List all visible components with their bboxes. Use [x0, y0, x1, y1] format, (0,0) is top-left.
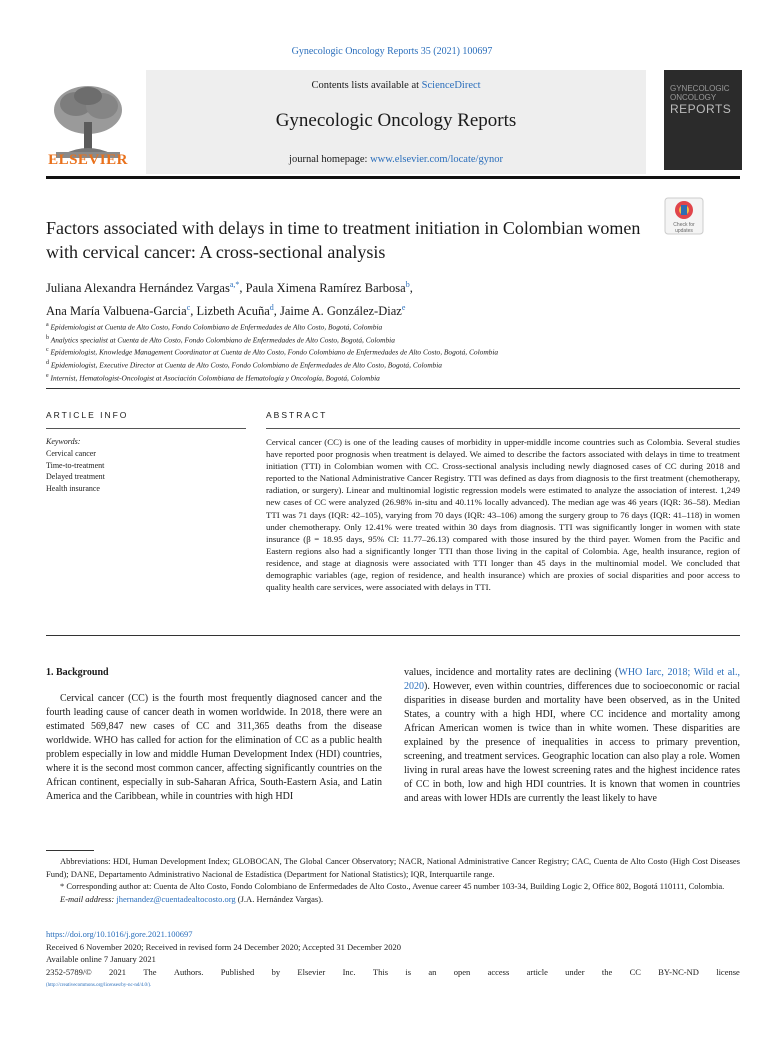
footnote-rule: [46, 850, 94, 851]
affiliation-item: $^e$ Internist, Hematologist-Oncologist at Asociación Colombiana de Hematología y Oncología, Bogotá, Colombia: [46, 372, 380, 383]
license-word: open: [453, 966, 471, 977]
license-word: Authors.: [173, 966, 204, 977]
contents-prefix: Contents lists available at: [311, 80, 420, 91]
author-affiliation-link[interactable]: c: [186, 303, 191, 313]
email-label: E-mail address:: [60, 893, 115, 904]
author-list: [46, 275, 696, 321]
body-column-right: [404, 666, 740, 806]
author-separator: ,: [273, 304, 280, 319]
article-meta: [46, 928, 740, 993]
check-for-updates-label: [664, 222, 704, 234]
license-word: is: [405, 966, 412, 977]
body-column-left: [46, 666, 382, 804]
header-divider: [46, 388, 740, 389]
journal-reference[interactable]: Gynecologic Oncology Reports 35 (2021) 100697: [291, 46, 493, 57]
doi-link[interactable]: https://doi.org/10.1016/j.gore.2021.100697: [46, 929, 193, 939]
homepage-line: [146, 154, 646, 165]
license-word: Elsevier: [297, 966, 326, 977]
affiliations: [46, 320, 736, 383]
journal-cover[interactable]: [664, 70, 742, 170]
author-affiliation-link[interactable]: a,*: [229, 280, 240, 289]
abstract-end-rule: [46, 635, 740, 636]
corresponding-author-note: * Corresponding author at: Cuenta de Alto Costo, Fondo Colombiano de Enfermedades de Alto Costo., Avenue career 45 number 103-34, Building Logic 2, Office 802, Bogotá 110111, Colombia.: [60, 881, 725, 891]
cover-line-2: ONCOLOGY: [670, 93, 717, 102]
author-name: Ana María Valbuena-Garcia: [46, 304, 187, 319]
author-separator: ,: [239, 281, 246, 296]
footnotes: [46, 855, 740, 905]
license-word: 2021: [108, 966, 126, 977]
online-date: Available online 7 January 2021: [46, 954, 156, 965]
section-heading: 1. Background: [46, 667, 109, 678]
email-suffix: (J.A. Hernández Vargas).: [237, 893, 324, 904]
affiliation-item: $^d$ Epidemiologist, Executive Director at Cuenta de Alto Costo, Fondo Colombiano de Enfermedades de Alto Costo, Bogotá, Colombia: [46, 360, 442, 370]
author-name: Lizbeth Acuña: [196, 304, 270, 319]
license-word: access: [487, 966, 510, 977]
homepage-prefix: journal homepage:: [289, 154, 368, 165]
license-word: 2352-5789/©: [46, 966, 92, 977]
license-word: Published: [220, 966, 255, 977]
license-word: This: [372, 966, 389, 977]
check-label-line2: updates: [675, 228, 693, 234]
license-url-link[interactable]: (http://creativecommons.org/licenses/by-nc-nd/4.0/).: [46, 983, 152, 989]
email-link[interactable]: jhernandez@cuentadealtocosto.org: [116, 893, 236, 904]
article-info-rule: [46, 428, 246, 429]
license-word: license: [716, 966, 740, 977]
author-name: Juliana Alexandra Hernández Vargas: [46, 281, 230, 296]
cover-line-3: REPORTS: [670, 102, 732, 116]
license-statement: [46, 966, 740, 979]
abstract-heading: ABSTRACT: [266, 410, 328, 420]
affiliation-item: $^b$ Analytics specialist at Cuenta de Alto Costo, Fondo Colombiano de Enfermedades de Alto Costo, Bogotá, Colombia: [46, 334, 395, 345]
author-name: Paula Ximena Ramírez Barbosa: [245, 281, 406, 296]
keywords-label: Keywords:: [46, 437, 81, 446]
license-word: The: [143, 966, 157, 977]
sciencedirect-link[interactable]: ScienceDirect: [421, 80, 481, 91]
license-word: CC: [629, 966, 641, 977]
abstract-text: Cervical cancer (CC) is one of the leading causes of morbidity in upper-middle income countries such as Colombia. Several studies have reported poor prognosis when treatment is delayed. We aimed to describe the factors associated with delays in time to treatment initiation (TTI) in Colombian women with CC. Cross-sectional analysis including newly diagnosed cases of CC during 2018 and reported to the National Administrative Cancer Registry. TTI was defined as days from diagnosis to the first treatment (chemotherapy, radiation, or surgery). Linear and multinomial logistic regression models were estimated to analyze the association of interest. 1,249 new cases of CC were analyzed (26.98% in-situ and 40.11% locally advanced). The median age was 46 years (IQR: 36–58). Median TTI was 71 days (IQR: 42–105), varying from 70 days (IQR: 43–106) among the surgery group to 76 days (IQR: 41–118) in women under chemotherapy. Only 12.41% were treated within 30 days from diagnosis. TTI was significantly longer in women with state insurance (β = 18.95 days, 95% CI: 11.77–26.13) compared with those insured by the third payer. Women from the Pacific and Eastern regions also had a significantly longer TTI than those living in the capital of Colombia. Age, health insurance, region of residence, and stage at diagnosis were associated with TTI longer than 45 days in the multinomial model. We concluded that demographic variables (age, region of residence, and health insurance) which are proxies of social disparities and poor access to quality health care services, were associated with delays in TTI.: [266, 437, 740, 593]
body-text: values, incidence and mortality rates are declining (: [404, 667, 619, 678]
license-word: under: [565, 966, 585, 977]
masthead-center: [146, 70, 646, 174]
keyword-item: Time-to-treatment: [46, 460, 105, 470]
received-dates: Received 6 November 2020; Received in revised form 24 December 2020; Accepted 31 December 2020: [46, 941, 401, 952]
contents-line: [146, 80, 646, 91]
author-separator: ,: [409, 281, 413, 296]
article-info-heading: ARTICLE INFO: [46, 410, 129, 420]
author-name: Jaime A. González-Diaz: [280, 304, 402, 319]
license-word: an: [428, 966, 437, 977]
abstract-rule: [266, 428, 740, 429]
abbreviations-note: Abbreviations: HDI, Human Development Index; GLOBOCAN, The Global Cancer Observatory; NACR, National Administrative Cancer Registry; CAC, Cuenta de Alto Costo (High Cost Diseases Fund); DANE, Departamento Administrativo Nacional de Estadística (Department for National Statistics); IQR, Interquartile range.: [46, 856, 740, 879]
license-word: article: [526, 966, 548, 977]
author-affiliation-link[interactable]: b: [405, 280, 410, 289]
license-word: Inc.: [342, 966, 356, 977]
citation-link[interactable]: WHO Iarc, 2018; Wild et al., 2020: [404, 667, 740, 692]
homepage-link[interactable]: www.elsevier.com/locate/gynor: [370, 154, 503, 165]
author-affiliation-link[interactable]: d: [269, 303, 274, 313]
publisher-name: ELSEVIER: [48, 152, 128, 168]
license-word: by: [271, 966, 281, 977]
journal-name: Gynecologic Oncology Reports: [275, 110, 517, 131]
body-text: ). However, even within countries, differences due to socioeconomic or racial disparities in disease burden and mortality have been observed, as in the United States, a country with a high HDI, where CC incidence and mortality among African American women is twice than in white women. These disparities are explained by the presence of inequalities in access to primary prevention, screening, and treatment services. Geographic location can also play a role. Women living in rural areas have the lowest screening rates and the highest incidence rates of CC in both, low and high HDI countries. It is known that women in countries and areas with lower HDIs are currently the least likely to have: [404, 681, 740, 804]
masthead: [46, 70, 742, 174]
body-paragraph: Cervical cancer (CC) is the fourth most frequently diagnosed cancer and the fourth leading cause of cancer death in women worldwide. In 2018, there were an estimated 569,847 new cases of CC and 311,365 deaths from the disease worldwide. WHO has called for action for the elimination of CC as a public health problem especially in low and middle Human Development Index (HDI) countries, where it is the second most common cancer, affecting significantly countries on the African continent, especially in sub-Saharan Africa, South-Eastern Asia, and Latin America and the Caribbean, while in countries with high HDI: [46, 693, 382, 802]
author-separator: ,: [190, 304, 197, 319]
keyword-item: Cervical cancer: [46, 448, 96, 458]
cover-title: [670, 84, 740, 102]
email-note: [46, 893, 740, 906]
affiliation-item: $^c$ Epidemiologist, Knowledge Management Coordinator at Cuenta de Alto Costo, Fondo Colombiano de Enfermedades de Alto Costo, Bogotá, Colombia: [46, 347, 499, 357]
license-word: BY-NC-ND: [658, 966, 699, 977]
check-label-line1: Check for: [673, 222, 695, 228]
masthead-rule: [46, 176, 740, 179]
license-word: the: [601, 966, 613, 977]
keyword-item: Delayed treatment: [46, 472, 105, 482]
cover-line-1: GYNECOLOGIC: [670, 84, 730, 93]
author-affiliation-link[interactable]: e: [401, 303, 406, 313]
affiliation-item: $^a$ Epidemiologist at Cuenta de Alto Costo, Fondo Colombiano de Enfermedades de Alto Costo, Bogotá, Colombia: [46, 322, 383, 332]
article-title: Factors associated with delays in time to treatment initiation in Colombian women with cervical cancer: A cross-sectional analysis: [46, 218, 641, 262]
keyword-item: Health insurance: [46, 484, 100, 494]
keywords-block: [46, 436, 246, 495]
